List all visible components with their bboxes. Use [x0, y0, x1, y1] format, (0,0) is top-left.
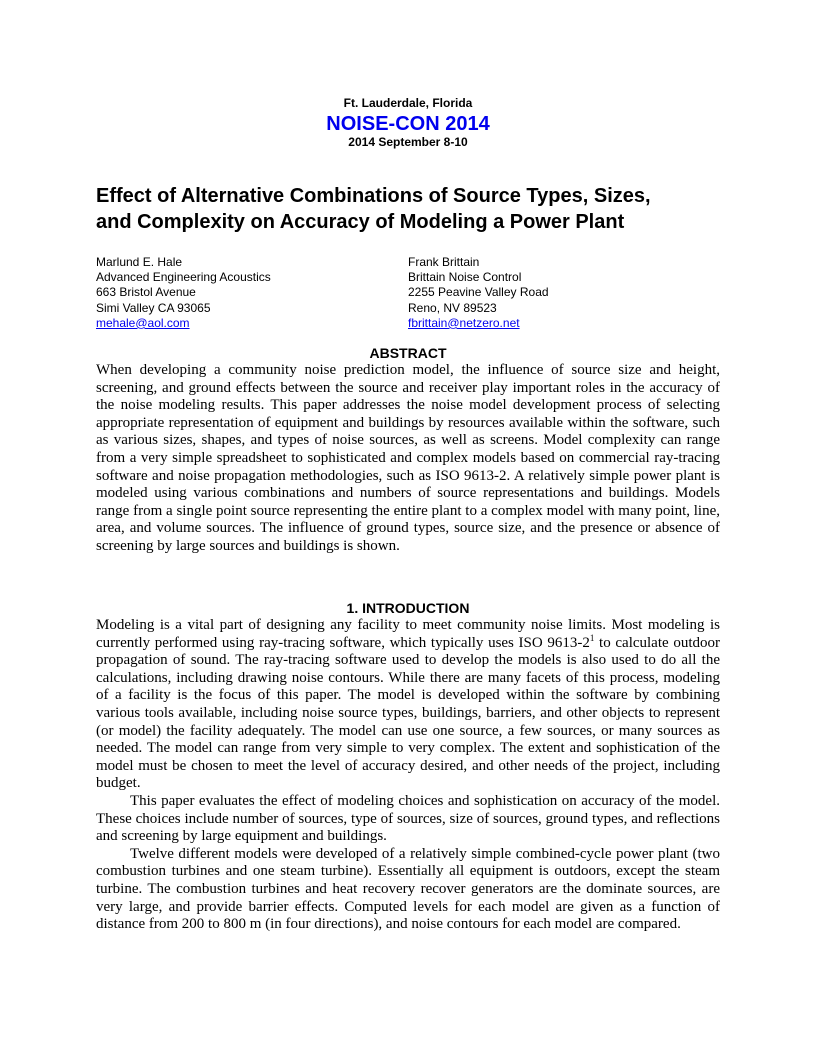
conference-header	[96, 96, 720, 150]
author-1	[96, 255, 271, 331]
paper-title	[96, 183, 720, 235]
abstract-text: When developing a community noise prediction model, the influence of source size and height, screening, and ground effects between the source and receiver play important roles in the accuracy of the noise modeling results. This paper addresses the noise model development process of selecting appropriate representation of equipment and buildings by resources available within the software, such as various sizes, shapes, and types of noise sources, as well as screens. Model complexity can range from a very simple spreadsheet to sophisticated and complex models based on commercial ray-tracing software and noise propagation methodologies, such as ISO 9613-2. A relatively simple power plant is modeled using various combinations and numbers of source representations and buildings. Models range from a single point source representing the entire plant to a complex model with many point, line, area, and volume sources. The influence of ground types, source size, and the presence or absence of screening by large sources and buildings is shown.	[96, 362, 720, 554]
introduction-paragraph-3: Twelve different models were developed of a relatively simple combined-cycle power plant (two combustion turbines and one steam turbine). Essentially all equipment is outdoors, except the steam turbine. The combustion turbines and heat recovery recover generators are the dominate sources, are very large, and provide barrier effects. Computed levels for each model are given as a function of distance from 200 to 800 m (in four directions), and noise contours for each model are compared.	[96, 845, 720, 933]
paper-title-line-2: and Complexity on Accuracy of Modeling a Power Plant	[96, 211, 625, 233]
author-city: Simi Valley CA 93065	[96, 300, 211, 315]
footnote-reference: 1	[589, 632, 595, 643]
author-name: Marlund E. Hale	[96, 255, 183, 269]
conference-name: NOISE-CON 2014	[326, 113, 490, 135]
author-2	[408, 255, 549, 331]
author-city: Reno, NV 89523	[408, 300, 497, 315]
author-organization: Advanced Engineering Acoustics	[96, 270, 271, 285]
paper-title-line-1: Effect of Alternative Combinations of Source Types, Sizes,	[96, 185, 651, 207]
author-organization: Brittain Noise Control	[408, 270, 522, 285]
conference-location: Ft. Lauderdale, Florida	[343, 96, 473, 110]
conference-date: 2014 September 8-10	[348, 135, 468, 149]
abstract-heading: ABSTRACT	[369, 345, 447, 361]
abstract-section	[96, 345, 720, 556]
introduction-paragraph-1	[96, 617, 720, 793]
introduction-heading: 1. INTRODUCTION	[346, 600, 470, 616]
author-email-link[interactable]: fbrittain@netzero.net	[408, 315, 520, 330]
introduction-section	[96, 600, 720, 934]
introduction-p1-text-a: Modeling is a vital part of designing any facility to meet community noise limits. Most modeling is currently performed using ray-tracing software, which typically uses ISO 9613-2	[96, 617, 720, 651]
author-email-link[interactable]: mehale@aol.com	[96, 315, 190, 330]
author-name: Frank Brittain	[408, 255, 480, 269]
author-street: 2255 Peavine Valley Road	[408, 285, 549, 300]
author-street: 663 Bristol Avenue	[96, 285, 196, 300]
introduction-p1-text-b: to calculate outdoor propagation of sound. The ray-tracing software used to develop the models is also used to do all the calculations, including drawing noise contours. While there are many facets of this process, modeling of a facility is the focus of this paper. The model is developed within the software by combining various tools available, including noise source types, buildings, barriers, and other objects to represent (or model) the facility adequately. The model can use one source, a few sources, or many sources as needed. The model can range from very simple to very complex. The extent and sophistication of the model must be chosen to meet the level of accuracy desired, and other needs of the project, including budget.	[96, 634, 720, 792]
introduction-paragraph-2: This paper evaluates the effect of modeling choices and sophistication on accuracy of the model. These choices include number of sources, type of sources, size of sources, ground types, and reflections and screening by large equipment and buildings.	[96, 792, 720, 845]
